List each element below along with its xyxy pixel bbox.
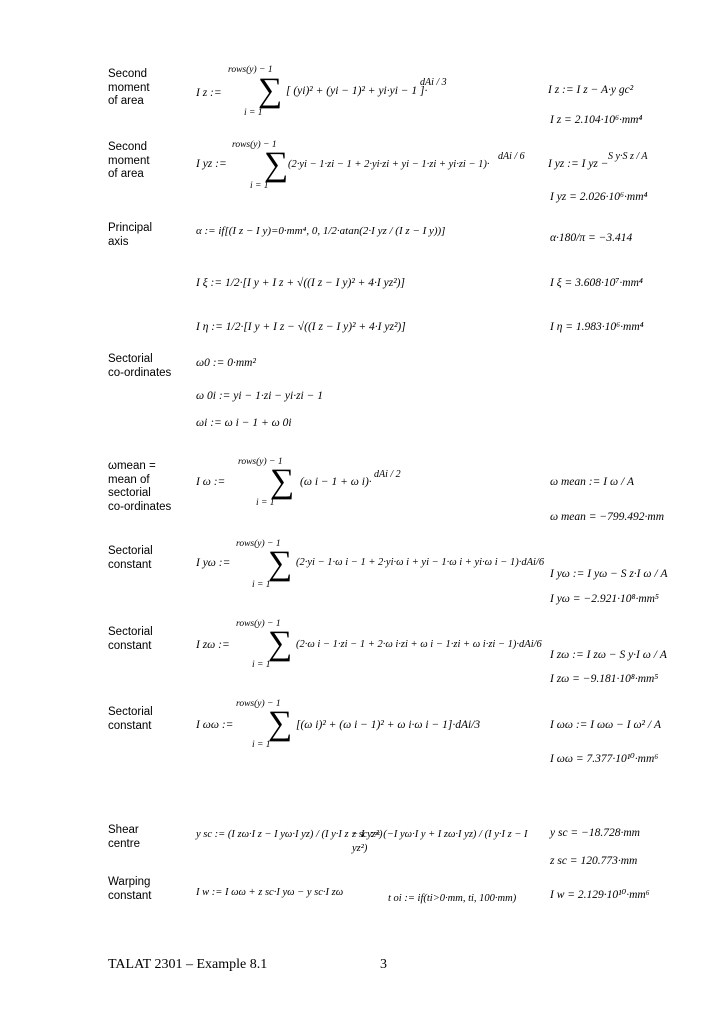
formula-iomegaomega-def: I ωω := [196, 719, 234, 731]
result-iomegaomega: I ωω = 7.377·10¹⁰·mm⁶ [550, 753, 659, 765]
sum-upper-limit: rows(y) − 1 [228, 65, 273, 75]
result-zsc: z sc = 120.773·mm [550, 855, 638, 867]
label-principal-axis: Principal axis [108, 222, 153, 248]
sum-lower-limit: i = 1 [252, 580, 271, 590]
footer-page-number: 3 [380, 957, 387, 972]
result-ieta: I η = 1.983·10⁶·mm⁴ [550, 321, 644, 333]
label-sectorial-constant-1: Sectorial constant [108, 545, 153, 571]
formula-ysc: y sc := (I zω·I z − I yω·I yz) / (I y·I z − I yz²) [196, 829, 383, 840]
result-omega-mean: ω mean = −799.492·mm [550, 511, 665, 523]
label-second-moment-1: Second moment of area [108, 68, 150, 107]
label-sectorial-coordinates: Sectorial co-ordinates [108, 353, 172, 379]
sum-symbol: ∑ [268, 705, 293, 742]
formula-ixi: I ξ := 1/2·[I y + I z + √((I z − I y)² + 4·I yz²)] [196, 277, 405, 289]
formula-iz-body: [ (yi)² + (yi − 1)² + yi·yi − 1 ]· [286, 85, 428, 97]
formula-iz-def: I z := [196, 87, 222, 99]
footer-document-title: TALAT 2301 – Example 8.1 [108, 957, 268, 972]
formula-iomegaomega-body: [(ω i)² + (ω i − 1)² + ω i·ω i − 1]·dAi/3 [296, 719, 481, 731]
formula-iyz-shift: I yz := I yz − [548, 158, 609, 170]
formula-iw: I w := I ωω + z sc·I yω − y sc·I zω [196, 887, 344, 898]
formula-ieta: I η := 1/2·[I y + I z − √((I z − I y)² + 4·I yz²)] [196, 321, 406, 333]
formula-izomega-shift: I zω := I zω − S y·I ω / A [550, 649, 667, 661]
formula-iyz-shift-frac: S y·S z / A [608, 151, 648, 162]
sum-symbol: ∑ [270, 463, 295, 500]
label-second-moment-2: Second moment of area [108, 141, 150, 180]
formula-omega-mean: ω mean := I ω / A [550, 476, 635, 488]
formula-iz-shift: I z := I z − A·y gc² [548, 84, 634, 96]
formula-iz-frac: dAi / 3 [420, 77, 447, 88]
sum-symbol: ∑ [258, 72, 283, 109]
label-warping-constant: Warping constant [108, 876, 152, 902]
formula-zsc: z sc := (−I yω·I y + I zω·I yz) / (I y·I z − I yz²) [352, 829, 528, 854]
formula-iomega-body: (ω i − 1 + ω i)· [300, 476, 372, 488]
formula-omegai: ωi := ω i − 1 + ω 0i [196, 417, 292, 429]
sum-upper-limit: rows(y) − 1 [236, 539, 281, 549]
result-ysc: y sc = −18.728·mm [550, 827, 640, 839]
formula-iyomega-body: (2·yi − 1·ω i − 1 + 2·yi·ω i + yi − 1·ω i + yi·ω i − 1)·dAi/6 [296, 557, 545, 568]
label-shear-centre: Shear centre [108, 824, 140, 850]
formula-iomega-frac: dAi / 2 [374, 469, 401, 480]
sum-upper-limit: rows(y) − 1 [236, 619, 281, 629]
result-ixi: I ξ = 3.608·10⁷·mm⁴ [550, 277, 643, 289]
formula-iyz-body: (2·yi − 1·zi − 1 + 2·yi·zi + yi − 1·zi + yi·zi − 1)· [288, 159, 490, 170]
result-iyomega: I yω = −2.921·10⁸·mm⁵ [550, 593, 659, 605]
formula-izomega-def: I zω := [196, 639, 230, 651]
sum-lower-limit: i = 1 [252, 660, 271, 670]
label-sectorial-constant-3: Sectorial constant [108, 706, 153, 732]
formula-iomegaomega-shift: I ωω := I ωω − I ω² / A [550, 719, 661, 731]
sum-upper-limit: rows(y) − 1 [238, 457, 283, 467]
sum-symbol: ∑ [268, 625, 293, 662]
formula-iyz-def: I yz := [196, 158, 227, 170]
formula-toi: t oi := if(ti>0·mm, ti, 100·mm) [388, 893, 517, 904]
sum-symbol: ∑ [264, 146, 289, 183]
formula-omega0i: ω 0i := yi − 1·zi − yi·zi − 1 [196, 390, 323, 402]
sum-lower-limit: i = 1 [244, 108, 263, 118]
formula-alpha-conv: α·180/π = −3.414 [550, 232, 633, 244]
formula-iyomega-shift: I yω := I yω − S z·I ω / A [550, 568, 668, 580]
sum-lower-limit: i = 1 [256, 498, 275, 508]
formula-izomega-body: (2·ω i − 1·zi − 1 + 2·ω i·zi + ω i − 1·zi + ω i·zi − 1)·dAi/6 [296, 639, 542, 650]
sum-lower-limit: i = 1 [250, 181, 269, 191]
sum-symbol: ∑ [268, 545, 293, 582]
label-sectorial-constant-2: Sectorial constant [108, 626, 153, 652]
result-izomega: I zω = −9.181·10⁸·mm⁵ [550, 673, 659, 685]
result-iz: I z = 2.104·10⁶·mm⁴ [550, 114, 643, 126]
sum-upper-limit: rows(y) − 1 [236, 699, 281, 709]
formula-iyz-frac: dAi / 6 [498, 151, 525, 162]
label-omega-mean: ωmean = mean of sectorial co-ordinates [108, 460, 172, 513]
formula-iyomega-def: I yω := [196, 557, 231, 569]
sum-upper-limit: rows(y) − 1 [232, 140, 277, 150]
sum-lower-limit: i = 1 [252, 740, 271, 750]
formula-iomega-def: I ω := [196, 476, 226, 488]
formula-omega0: ω0 := 0·mm² [196, 357, 256, 369]
formula-alpha: α := if[(I z − I y)=0·mm⁴, 0, 1/2·atan(2·I yz / (I z − I y))] [196, 225, 446, 237]
result-iw: I w = 2.129·10¹⁰·mm⁶ [550, 889, 650, 901]
result-iyz: I yz = 2.026·10⁶·mm⁴ [550, 191, 648, 203]
